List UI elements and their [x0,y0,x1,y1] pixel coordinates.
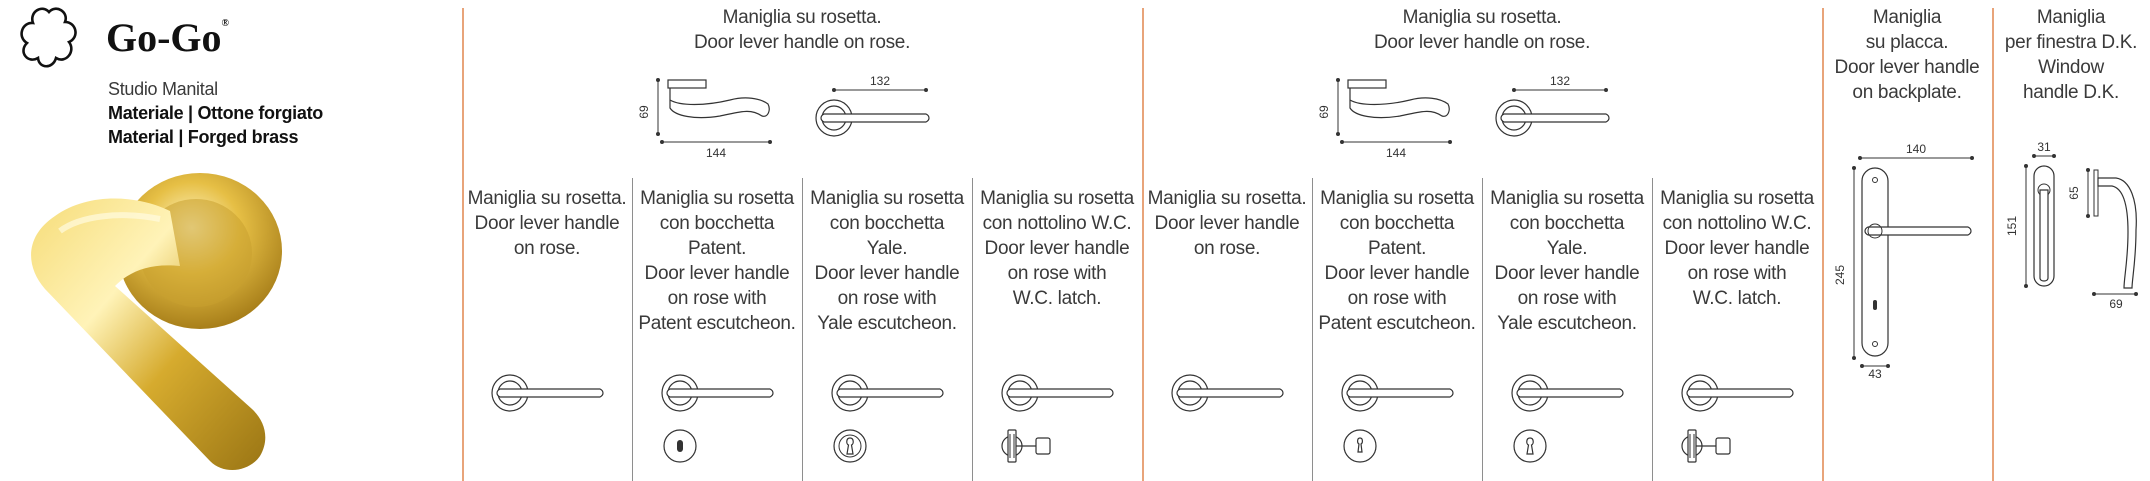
variant-caption [1482,186,1652,336]
yale-escutcheon-icon [832,428,868,464]
caption-line: Door lever handle [1324,263,1470,284]
caption-line: Door lever handle [644,263,790,284]
caption-line: on rose with [1687,263,1787,284]
caption-line: con bocchetta [1339,213,1455,234]
caption-line: on backplate. [1852,82,1962,103]
caption-line: Yale escutcheon. [1497,313,1637,334]
dim-height: 69 [637,105,651,119]
section-1-title-en: Door lever handle on rose. [693,32,911,53]
caption-line: Yale escutcheon. [817,313,957,334]
wc-latch-icon [996,428,1060,464]
caption-line: Door lever handle [984,238,1130,259]
dim-length: 144 [1385,146,1407,160]
dim-width: 132 [1549,74,1571,88]
dim-width: 43 [1868,367,1882,381]
window-handle-drawing [2006,140,2146,310]
backplate-caption [1822,5,1992,105]
variant-caption [802,186,972,336]
caption-line: on rose with [667,288,767,309]
variant-caption [972,186,1142,311]
dim-top: 31 [2037,140,2051,154]
brand-title: Go-Go® [106,15,230,60]
yale-escutcheon-icon [1512,428,1548,464]
caption-line: con bocchetta [829,213,945,234]
caption-line: Yale. [1546,238,1588,259]
brass-handle-image [20,171,320,481]
caption-line: Door lever handle [1664,238,1810,259]
flower-logo-icon [20,6,78,72]
caption-line: on rose with [1517,288,1617,309]
caption-line: W.C. latch. [1692,288,1782,309]
caption-line: con bocchetta [659,213,775,234]
caption-line: Yale. [866,238,908,259]
rose-handle-icon [1338,371,1458,415]
caption-line: Patent escutcheon. [1318,313,1476,334]
caption-line: Maniglia su rosetta [810,188,964,209]
variant-caption [462,186,632,261]
caption-line: handle D.K. [2023,82,2119,103]
caption-line: Door lever handle [814,263,960,284]
section-2-title-it: Maniglia su rosetta. [1402,7,1562,28]
caption-line: on rose with [1347,288,1447,309]
designer-name: Studio Manital [108,79,218,99]
section-2-side-view-drawing [1317,72,1470,162]
caption-line: W.C. latch. [1012,288,1102,309]
variant-caption [1142,186,1312,261]
rose-handle-icon [1168,371,1288,415]
caption-line: con nottolino W.C. [1662,213,1812,234]
material-italian: Materiale | Ottone forgiato [108,103,323,123]
material-english: Material | Forged brass [108,127,299,147]
dim-length: 69 [2109,297,2123,311]
dim-height: 245 [1833,264,1847,286]
variant-caption [1652,186,1822,311]
dim-height: 69 [1317,105,1331,119]
caption-line: Maniglia [1872,7,1942,28]
caption-line: Door lever handle [1154,213,1300,234]
rose-handle-icon [488,371,608,415]
section-2-heading [1142,5,1822,55]
caption-line: Maniglia su rosetta [1320,188,1474,209]
rose-handle-icon [998,371,1118,415]
caption-line: Door lever handle [474,213,620,234]
rose-handle-icon [1678,371,1798,415]
caption-line: su placca. [1865,32,1949,53]
caption-line: Maniglia su rosetta [640,188,794,209]
section-2-front-view-drawing [1490,72,1620,142]
dim-width: 132 [869,74,891,88]
caption-line: con bocchetta [1509,213,1625,234]
dim-length: 144 [705,146,727,160]
caption-line: Door lever handle [1494,263,1640,284]
caption-line: Maniglia su rosetta [1490,188,1644,209]
caption-line: on rose. [1193,238,1261,259]
section-1-side-view-drawing [637,72,790,162]
rose-handle-icon [828,371,948,415]
dim-height: 151 [2005,215,2019,237]
caption-line: Maniglia su rosetta [1660,188,1814,209]
caption-line: Maniglia su rosetta. [1147,188,1307,209]
caption-line: on rose with [837,288,937,309]
caption-line: Patent. [1367,238,1427,259]
variant-caption [632,186,802,336]
caption-line: Door lever handle [1834,57,1980,78]
dim-projection: 65 [2067,186,2081,200]
caption-line: Window [2038,57,2104,78]
wc-latch-icon [1676,428,1740,464]
caption-line: Maniglia [2036,7,2106,28]
section-1-title-it: Maniglia su rosetta. [722,7,882,28]
caption-line: on rose with [1007,263,1107,284]
brand-block [20,6,440,476]
patent-escutcheon-icon [1342,428,1378,464]
rose-handle-icon [1508,371,1628,415]
patent-escutcheon-icon [662,428,698,464]
section-2-title-en: Door lever handle on rose. [1373,32,1591,53]
variant-caption [1312,186,1482,336]
caption-line: Patent escutcheon. [638,313,796,334]
section-1-heading [462,5,1142,55]
caption-line: Maniglia su rosetta [980,188,1134,209]
caption-line: Patent. [687,238,747,259]
caption-line: Maniglia su rosetta. [467,188,627,209]
caption-line: con nottolino W.C. [982,213,1132,234]
backplate-handle-drawing [1833,140,1990,381]
window-caption [1992,5,2150,105]
rose-handle-icon [658,371,778,415]
dim-length: 140 [1905,142,1927,156]
caption-line: per finestra D.K. [2004,32,2138,53]
section-1-front-view-drawing [810,72,940,142]
caption-line: on rose. [513,238,581,259]
